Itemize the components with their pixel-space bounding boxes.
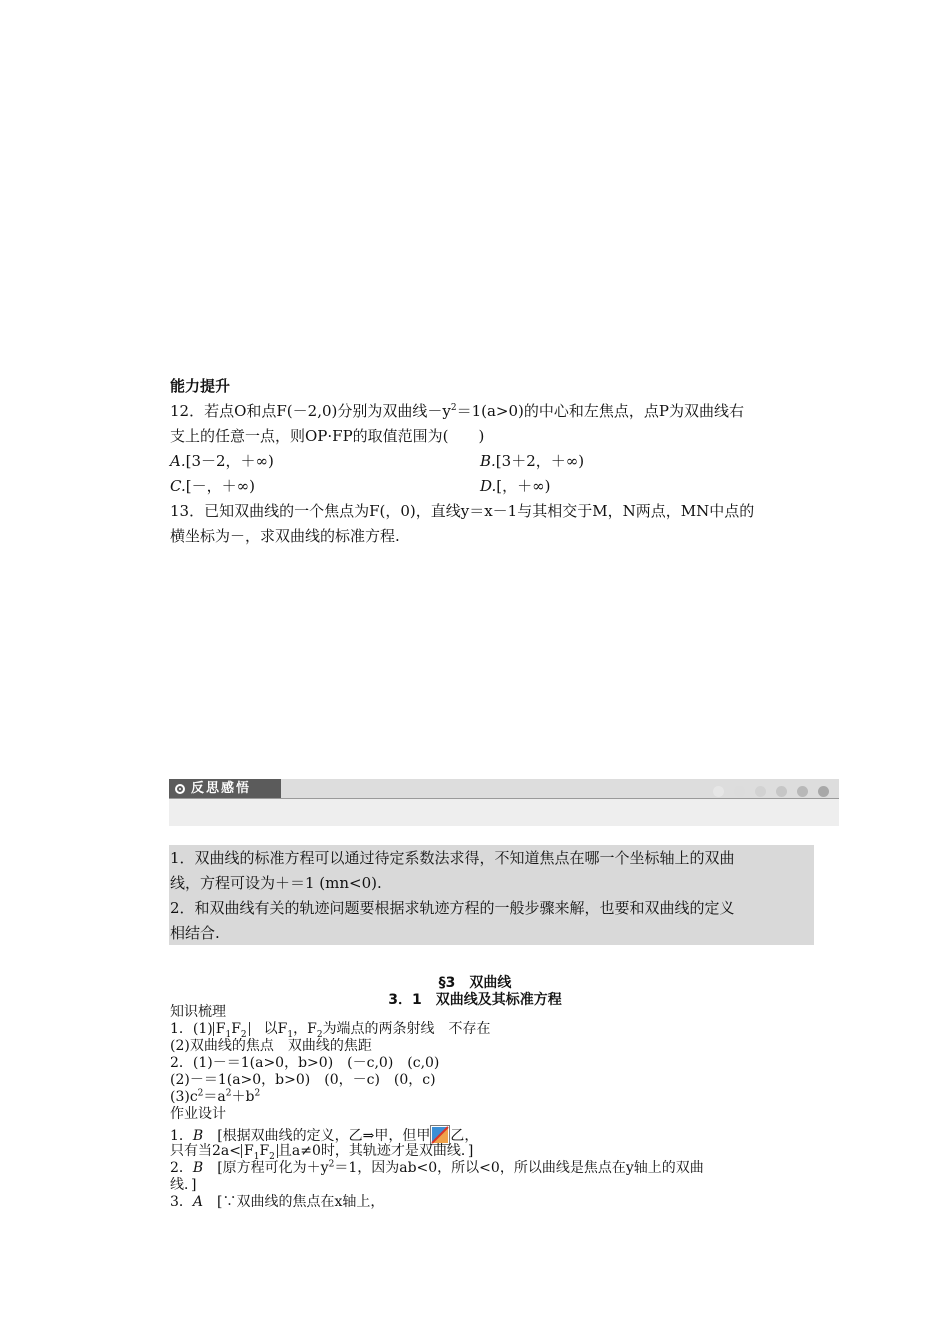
reflection-banner	[169, 779, 839, 826]
reflection-label: 反思感悟	[191, 781, 252, 796]
homework-heading: 作业设计	[170, 1106, 226, 1122]
section-heading: 能力提升	[170, 377, 231, 395]
knowledge-item-5: $(3)c^2=a^2+b^2$	[170, 1088, 261, 1105]
reflection-point-1-line-1: 1．双曲线的标准方程可以通过待定系数法求得，不知道焦点在哪一个坐标轴上的双曲	[170, 849, 735, 867]
knowledge-item-2: (2)双曲线的焦点 双曲线的焦距	[170, 1038, 372, 1054]
knowledge-item-3: 2．(1)－＝1(a>0，b>0) (－c,0) (c,0)	[170, 1055, 440, 1071]
reflection-banner-bar	[169, 779, 839, 799]
decorative-dots	[703, 783, 829, 801]
dot-icon	[755, 786, 766, 797]
reflection-tab	[169, 779, 281, 798]
reflection-point-1-line-2: 线，方程可设为＋＝1 (mn<0).	[170, 874, 382, 892]
homework-answer-1: 1．B [根据双曲线的定义，乙⇒甲，但甲 乙，	[170, 1125, 478, 1145]
homework-answer-2-line-2: 线．]	[170, 1177, 197, 1193]
dot-icon	[713, 786, 724, 797]
answer-title-subsection: 3．1 双曲线及其标准方程	[388, 992, 562, 1008]
dot-icon	[797, 786, 808, 797]
homework-answer-3: 3．A [∵双曲线的焦点在x轴上，	[170, 1194, 385, 1210]
option-d: D.[，＋∞)	[480, 477, 551, 495]
reflection-point-2-line-2: 相结合.	[170, 924, 220, 942]
dot-icon	[776, 786, 787, 797]
bullet-circle-icon	[175, 784, 185, 794]
broken-image-icon	[430, 1125, 450, 1145]
question-12-line-1: 12．若点O和点F(－2,0)分别为双曲线$-y^2=1(a>0)$的中心和左焦点，点P为双曲线右	[170, 402, 744, 420]
knowledge-item-4: (2)－＝1(a>0，b>0) (0，－c) (0，c)	[170, 1072, 436, 1088]
dot-icon	[734, 786, 745, 797]
question-13-line-2: 横坐标为－，求双曲线的标准方程.	[170, 527, 400, 545]
homework-answer-1-line-2: 只有当$2a< F_1F_2$ 且a≠0时，其轨迹才是双曲线．]	[170, 1143, 474, 1162]
option-c: C.[－，＋∞)	[170, 477, 255, 495]
dot-icon	[818, 786, 829, 797]
knowledge-item-1: 1．(1) $F_1F_2$ 以$F_1$，$F_2$为端点的两条射线 不存在	[170, 1021, 491, 1040]
question-12-line-2: 支上的任意一点，则OP·FP的取值范围为( )	[170, 427, 485, 445]
knowledge-heading: 知识梳理	[170, 1004, 226, 1020]
option-b: B.[3＋2，＋∞)	[480, 452, 585, 470]
answer-title-section: §3 双曲线	[438, 975, 512, 991]
homework-answer-2: 2．B [原方程可化为$+y^2=1$，因为ab<0，所以<0，所以曲线是焦点在y轴上的双曲	[170, 1159, 704, 1176]
question-13-line-1: 13．已知双曲线的一个焦点为F(，0)，直线y＝x－1与其相交于M，N两点，MN中点的	[170, 502, 755, 520]
option-a: A.[3－2，＋∞)	[170, 452, 274, 470]
reflection-point-2-line-1: 2．和双曲线有关的轨迹问题要根据求轨迹方程的一般步骤来解，也要和双曲线的定义	[170, 899, 735, 917]
